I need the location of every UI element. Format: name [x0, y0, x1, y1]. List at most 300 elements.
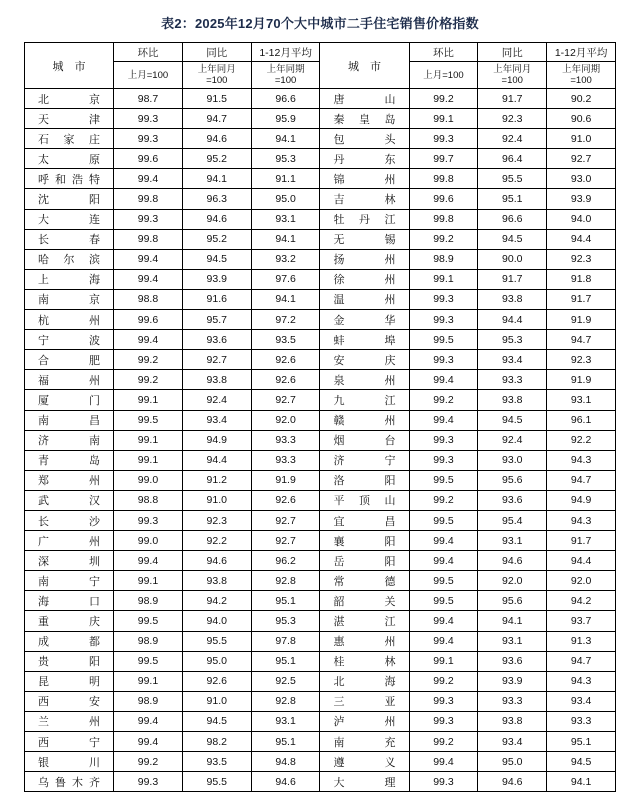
mom-value-cell: 99.1: [409, 269, 478, 289]
city-name-text: 深圳: [38, 555, 101, 568]
city-name-cell: [25, 711, 114, 731]
table-row: [25, 571, 616, 591]
city-name-cell: [25, 571, 114, 591]
yoy-value-cell: 93.4: [182, 410, 251, 430]
yoy-value-cell: 91.5: [182, 89, 251, 109]
yoy-value-cell: 94.4: [182, 450, 251, 470]
mom-value-cell: 99.1: [114, 430, 183, 450]
city-name-text: 乌鲁木齐: [38, 776, 101, 789]
city-name-cell: [320, 752, 409, 772]
yoy-value-cell: 93.8: [478, 711, 547, 731]
table-row: [25, 249, 616, 269]
mom-value-cell: 99.8: [409, 209, 478, 229]
table-row: [25, 671, 616, 691]
yoy-value-cell: 95.5: [182, 772, 251, 792]
city-name-text: 锦州: [333, 173, 396, 186]
city-name-text: 泸州: [333, 716, 396, 729]
table-row: [25, 490, 616, 510]
yoy-value-cell: 95.6: [478, 470, 547, 490]
city-name-cell: [320, 350, 409, 370]
avg-value-cell: 93.7: [547, 611, 616, 631]
city-name-cell: [25, 410, 114, 430]
table-row: [25, 129, 616, 149]
city-name-cell: [320, 631, 409, 651]
mom-value-cell: 99.0: [114, 531, 183, 551]
avg-value-cell: 95.1: [251, 591, 320, 611]
avg-value-cell: 92.6: [251, 350, 320, 370]
city-name-text: 太原: [38, 153, 101, 166]
city-name-cell: [25, 470, 114, 490]
header-yoy-basis-left-l1: 上年同月: [197, 64, 236, 75]
city-name-text: 湛江: [333, 615, 396, 628]
avg-value-cell: 97.8: [251, 631, 320, 651]
mom-value-cell: 99.3: [114, 772, 183, 792]
yoy-value-cell: 94.6: [182, 209, 251, 229]
city-name-text: 烟台: [333, 435, 396, 448]
yoy-value-cell: 94.2: [182, 591, 251, 611]
yoy-value-cell: 92.2: [182, 531, 251, 551]
table-row: [25, 370, 616, 390]
city-name-text: 牡 丹 江: [333, 214, 396, 227]
yoy-value-cell: 92.7: [182, 350, 251, 370]
mom-value-cell: 99.5: [409, 591, 478, 611]
mom-value-cell: 99.2: [114, 350, 183, 370]
yoy-value-cell: 92.4: [478, 129, 547, 149]
city-name-cell: [25, 370, 114, 390]
city-name-cell: [320, 390, 409, 410]
city-name-cell: [25, 129, 114, 149]
yoy-value-cell: 93.9: [182, 269, 251, 289]
city-name-cell: [25, 89, 114, 109]
city-name-cell: [25, 490, 114, 510]
mom-value-cell: 98.9: [409, 249, 478, 269]
city-name-text: 西安: [38, 696, 101, 709]
city-name-cell: [25, 691, 114, 711]
city-name-text: 大连: [38, 214, 101, 227]
avg-value-cell: 92.3: [547, 350, 616, 370]
city-name-text: 大理: [333, 776, 396, 789]
mom-value-cell: 98.8: [114, 289, 183, 309]
page-title: 表2：2025年12月70个大中城市二手住宅销售价格指数: [161, 16, 479, 31]
city-name-text: 南充: [333, 736, 396, 749]
mom-value-cell: 99.8: [409, 169, 478, 189]
table-row: [25, 229, 616, 249]
avg-value-cell: 92.5: [251, 671, 320, 691]
mom-value-cell: 99.4: [409, 631, 478, 651]
city-name-text: 长沙: [38, 515, 101, 528]
avg-value-cell: 95.3: [251, 149, 320, 169]
avg-value-cell: 94.7: [547, 330, 616, 350]
header-yoy-basis-right-l1: 上年同月: [493, 64, 532, 75]
yoy-value-cell: 96.6: [478, 209, 547, 229]
city-name-text: 厦门: [38, 394, 101, 407]
yoy-value-cell: 94.7: [182, 109, 251, 129]
avg-value-cell: 95.1: [547, 732, 616, 752]
table-row: [25, 430, 616, 450]
mom-value-cell: 99.5: [409, 571, 478, 591]
city-name-cell: [320, 129, 409, 149]
city-name-cell: [320, 89, 409, 109]
city-name-text: 杭州: [38, 314, 101, 327]
city-name-cell: [25, 209, 114, 229]
avg-value-cell: 93.4: [547, 691, 616, 711]
mom-value-cell: 99.3: [409, 289, 478, 309]
mom-value-cell: 99.8: [114, 189, 183, 209]
header-yoy-basis-right: [478, 62, 547, 89]
city-name-text: 韶关: [333, 595, 396, 608]
avg-value-cell: 94.1: [251, 229, 320, 249]
avg-value-cell: 95.3: [251, 611, 320, 631]
mom-value-cell: 99.2: [409, 229, 478, 249]
city-name-cell: [320, 470, 409, 490]
mom-value-cell: 99.2: [114, 752, 183, 772]
mom-value-cell: 99.3: [409, 430, 478, 450]
yoy-value-cell: 94.6: [478, 551, 547, 571]
table-row: [25, 651, 616, 671]
header-avg-left: 1-12月平均: [251, 43, 320, 62]
mom-value-cell: 99.3: [409, 350, 478, 370]
header-yoy-basis-right-l2: =100: [501, 75, 523, 86]
city-name-text: 重庆: [38, 615, 101, 628]
table-row: [25, 611, 616, 631]
yoy-value-cell: 98.2: [182, 732, 251, 752]
city-name-text: 丹东: [333, 153, 396, 166]
city-name-text: 长春: [38, 234, 101, 247]
mom-value-cell: 99.3: [409, 691, 478, 711]
table-row: [25, 289, 616, 309]
header-mom-basis-right-text: 上月=100: [423, 69, 464, 81]
header-yoy-basis-left-l2: =100: [206, 75, 228, 86]
city-name-text: 贵阳: [38, 656, 101, 669]
mom-value-cell: 99.3: [409, 129, 478, 149]
header-avg-basis-right-l1: 上年同期: [562, 64, 601, 75]
city-name-text: 常德: [333, 575, 396, 588]
city-name-cell: [320, 169, 409, 189]
mom-value-cell: 99.0: [114, 470, 183, 490]
city-name-text: 宁波: [38, 334, 101, 347]
city-name-cell: [25, 350, 114, 370]
mom-value-cell: 99.6: [114, 149, 183, 169]
table-row: [25, 772, 616, 792]
city-name-cell: [320, 109, 409, 129]
city-name-text: 北海: [333, 676, 396, 689]
avg-value-cell: 93.1: [251, 711, 320, 731]
mom-value-cell: 99.3: [114, 510, 183, 530]
city-name-cell: [25, 631, 114, 651]
header-mom-basis-right: [409, 62, 478, 89]
header-avg-basis-left-l1: 上年同期: [266, 64, 305, 75]
mom-value-cell: 99.3: [114, 129, 183, 149]
avg-value-cell: 95.1: [251, 732, 320, 752]
city-name-cell: [320, 490, 409, 510]
header-mom-basis-left: [114, 62, 183, 89]
yoy-value-cell: 94.5: [478, 229, 547, 249]
city-name-text: 徐州: [333, 274, 396, 287]
table-row: [25, 531, 616, 551]
mom-value-cell: 99.1: [409, 109, 478, 129]
yoy-value-cell: 95.2: [182, 229, 251, 249]
avg-value-cell: 93.9: [547, 189, 616, 209]
avg-value-cell: 91.3: [547, 631, 616, 651]
city-name-cell: [320, 430, 409, 450]
city-name-cell: [25, 310, 114, 330]
city-name-cell: [320, 310, 409, 330]
mom-value-cell: 99.5: [409, 510, 478, 530]
header-city-left: 城 市: [25, 43, 114, 89]
city-name-text: 平 顶 山: [333, 495, 396, 508]
mom-value-cell: 99.4: [114, 551, 183, 571]
table-row: [25, 330, 616, 350]
city-name-cell: [25, 229, 114, 249]
city-name-cell: [320, 531, 409, 551]
city-name-text: 呼和浩特: [38, 173, 101, 186]
city-name-cell: [320, 611, 409, 631]
city-name-text: 广州: [38, 535, 101, 548]
city-name-text: 北京: [38, 93, 101, 106]
city-name-cell: [320, 591, 409, 611]
yoy-value-cell: 93.3: [478, 691, 547, 711]
mom-value-cell: 98.9: [114, 631, 183, 651]
avg-value-cell: 94.1: [547, 772, 616, 792]
mom-value-cell: 99.5: [114, 611, 183, 631]
mom-value-cell: 99.2: [409, 390, 478, 410]
header-mom-left: 环比: [114, 43, 183, 62]
city-name-cell: [25, 149, 114, 169]
table-row: [25, 109, 616, 129]
avg-value-cell: 94.4: [547, 551, 616, 571]
yoy-value-cell: 94.5: [182, 711, 251, 731]
mom-value-cell: 99.3: [409, 310, 478, 330]
mom-value-cell: 99.4: [409, 752, 478, 772]
city-name-cell: [320, 269, 409, 289]
yoy-value-cell: 93.6: [182, 330, 251, 350]
yoy-value-cell: 93.8: [478, 289, 547, 309]
mom-value-cell: 99.2: [409, 732, 478, 752]
city-name-cell: [320, 510, 409, 530]
yoy-value-cell: 93.6: [478, 651, 547, 671]
mom-value-cell: 99.2: [409, 490, 478, 510]
yoy-value-cell: 94.6: [182, 129, 251, 149]
avg-value-cell: 91.7: [547, 289, 616, 309]
table-row: [25, 551, 616, 571]
yoy-value-cell: 93.4: [478, 350, 547, 370]
city-name-cell: [320, 551, 409, 571]
avg-value-cell: 96.2: [251, 551, 320, 571]
city-name-text: 南京: [38, 294, 101, 307]
avg-value-cell: 94.7: [547, 651, 616, 671]
yoy-value-cell: 92.4: [182, 390, 251, 410]
mom-value-cell: 99.4: [409, 611, 478, 631]
city-name-cell: [320, 229, 409, 249]
yoy-value-cell: 93.8: [182, 571, 251, 591]
city-name-cell: [25, 269, 114, 289]
city-name-cell: [25, 169, 114, 189]
yoy-value-cell: 95.6: [478, 591, 547, 611]
avg-value-cell: 92.7: [547, 149, 616, 169]
city-name-text: 银川: [38, 756, 101, 769]
avg-value-cell: 96.1: [547, 410, 616, 430]
mom-value-cell: 99.3: [409, 711, 478, 731]
mom-value-cell: 99.3: [114, 109, 183, 129]
city-name-text: 九江: [333, 394, 396, 407]
yoy-value-cell: 94.4: [478, 310, 547, 330]
city-name-text: 青岛: [38, 455, 101, 468]
avg-value-cell: 92.7: [251, 390, 320, 410]
yoy-value-cell: 92.3: [478, 109, 547, 129]
header-city-right: 城 市: [320, 43, 409, 89]
avg-value-cell: 92.0: [547, 571, 616, 591]
yoy-value-cell: 95.5: [478, 169, 547, 189]
table-row: [25, 209, 616, 229]
avg-value-cell: 90.6: [547, 109, 616, 129]
city-name-cell: [25, 651, 114, 671]
avg-value-cell: 94.3: [547, 450, 616, 470]
mom-value-cell: 99.5: [409, 330, 478, 350]
mom-value-cell: 99.6: [409, 189, 478, 209]
avg-value-cell: 97.2: [251, 310, 320, 330]
table-row: [25, 510, 616, 530]
header-row-top: [25, 43, 616, 62]
avg-value-cell: 92.8: [251, 691, 320, 711]
avg-value-cell: 94.3: [547, 510, 616, 530]
city-name-text: 济南: [38, 435, 101, 448]
city-name-text: 昆明: [38, 676, 101, 689]
mom-value-cell: 99.7: [409, 149, 478, 169]
yoy-value-cell: 95.4: [478, 510, 547, 530]
table-row: [25, 752, 616, 772]
avg-value-cell: 91.9: [547, 370, 616, 390]
avg-value-cell: 94.9: [547, 490, 616, 510]
avg-value-cell: 91.0: [547, 129, 616, 149]
avg-value-cell: 94.3: [547, 671, 616, 691]
city-name-cell: [25, 109, 114, 129]
city-name-cell: [320, 651, 409, 671]
table-row: [25, 450, 616, 470]
mom-value-cell: 99.1: [409, 651, 478, 671]
city-name-text: 海口: [38, 595, 101, 608]
city-name-text: 遵义: [333, 756, 396, 769]
city-name-cell: [320, 189, 409, 209]
mom-value-cell: 99.3: [409, 772, 478, 792]
city-name-cell: [25, 772, 114, 792]
city-name-text: 南昌: [38, 415, 101, 428]
yoy-value-cell: 91.6: [182, 289, 251, 309]
city-name-text: 三亚: [333, 696, 396, 709]
yoy-value-cell: 94.1: [478, 611, 547, 631]
avg-value-cell: 92.2: [547, 430, 616, 450]
city-name-text: 襄阳: [333, 535, 396, 548]
city-name-text: 合肥: [38, 354, 101, 367]
table-row: [25, 591, 616, 611]
avg-value-cell: 96.6: [251, 89, 320, 109]
table-row: [25, 89, 616, 109]
mom-value-cell: 99.8: [114, 229, 183, 249]
table-row: [25, 631, 616, 651]
table-row: [25, 189, 616, 209]
mom-value-cell: 99.3: [409, 450, 478, 470]
yoy-value-cell: 93.8: [478, 390, 547, 410]
avg-value-cell: 95.1: [251, 651, 320, 671]
city-name-text: 成都: [38, 636, 101, 649]
city-name-text: 温州: [333, 294, 396, 307]
city-name-text: 秦 皇 岛: [333, 113, 396, 126]
mom-value-cell: 99.2: [409, 671, 478, 691]
table-row: [25, 310, 616, 330]
mom-value-cell: 99.5: [114, 410, 183, 430]
city-name-text: 福州: [38, 374, 101, 387]
city-name-text: 西宁: [38, 736, 101, 749]
yoy-value-cell: 95.0: [478, 752, 547, 772]
yoy-value-cell: 93.4: [478, 732, 547, 752]
city-name-text: 天津: [38, 113, 101, 126]
city-name-cell: [25, 189, 114, 209]
table-row: [25, 269, 616, 289]
yoy-value-cell: 93.5: [182, 752, 251, 772]
avg-value-cell: 91.1: [251, 169, 320, 189]
avg-value-cell: 94.2: [547, 591, 616, 611]
avg-value-cell: 93.3: [251, 450, 320, 470]
city-name-text: 岳阳: [333, 555, 396, 568]
avg-value-cell: 92.6: [251, 370, 320, 390]
city-name-cell: [25, 752, 114, 772]
city-name-text: 安庆: [333, 354, 396, 367]
city-name-text: 包头: [333, 133, 396, 146]
mom-value-cell: 99.4: [114, 732, 183, 752]
avg-value-cell: 91.9: [251, 470, 320, 490]
yoy-value-cell: 94.6: [182, 551, 251, 571]
city-name-cell: [320, 711, 409, 731]
city-name-cell: [320, 410, 409, 430]
city-name-text: 兰州: [38, 716, 101, 729]
city-name-text: 赣州: [333, 415, 396, 428]
city-name-cell: [320, 691, 409, 711]
city-name-text: 石 家 庄: [38, 133, 101, 146]
yoy-value-cell: 95.1: [478, 189, 547, 209]
city-name-cell: [25, 390, 114, 410]
city-name-text: 金华: [333, 314, 396, 327]
yoy-value-cell: 95.3: [478, 330, 547, 350]
yoy-value-cell: 94.6: [478, 772, 547, 792]
header-mom-right: 环比: [409, 43, 478, 62]
mom-value-cell: 99.1: [114, 571, 183, 591]
mom-value-cell: 99.3: [114, 209, 183, 229]
avg-value-cell: 92.3: [547, 249, 616, 269]
avg-value-cell: 94.4: [547, 229, 616, 249]
city-name-text: 泉州: [333, 374, 396, 387]
yoy-value-cell: 93.3: [478, 370, 547, 390]
yoy-value-cell: 94.0: [182, 611, 251, 631]
yoy-value-cell: 96.4: [478, 149, 547, 169]
yoy-value-cell: 92.3: [182, 510, 251, 530]
table-row: [25, 711, 616, 731]
yoy-value-cell: 95.0: [182, 651, 251, 671]
avg-value-cell: 94.5: [547, 752, 616, 772]
city-name-text: 济宁: [333, 455, 396, 468]
city-name-cell: [320, 149, 409, 169]
city-name-text: 蚌埠: [333, 334, 396, 347]
mom-value-cell: 99.6: [114, 310, 183, 330]
yoy-value-cell: 92.4: [478, 430, 547, 450]
table-row: [25, 390, 616, 410]
city-name-text: 宜昌: [333, 515, 396, 528]
city-name-text: 洛阳: [333, 475, 396, 488]
yoy-value-cell: 94.1: [182, 169, 251, 189]
city-name-text: 桂林: [333, 656, 396, 669]
city-name-text: 扬州: [333, 254, 396, 267]
yoy-value-cell: 93.6: [478, 490, 547, 510]
mom-value-cell: 99.1: [114, 390, 183, 410]
price-index-table: [24, 42, 616, 792]
